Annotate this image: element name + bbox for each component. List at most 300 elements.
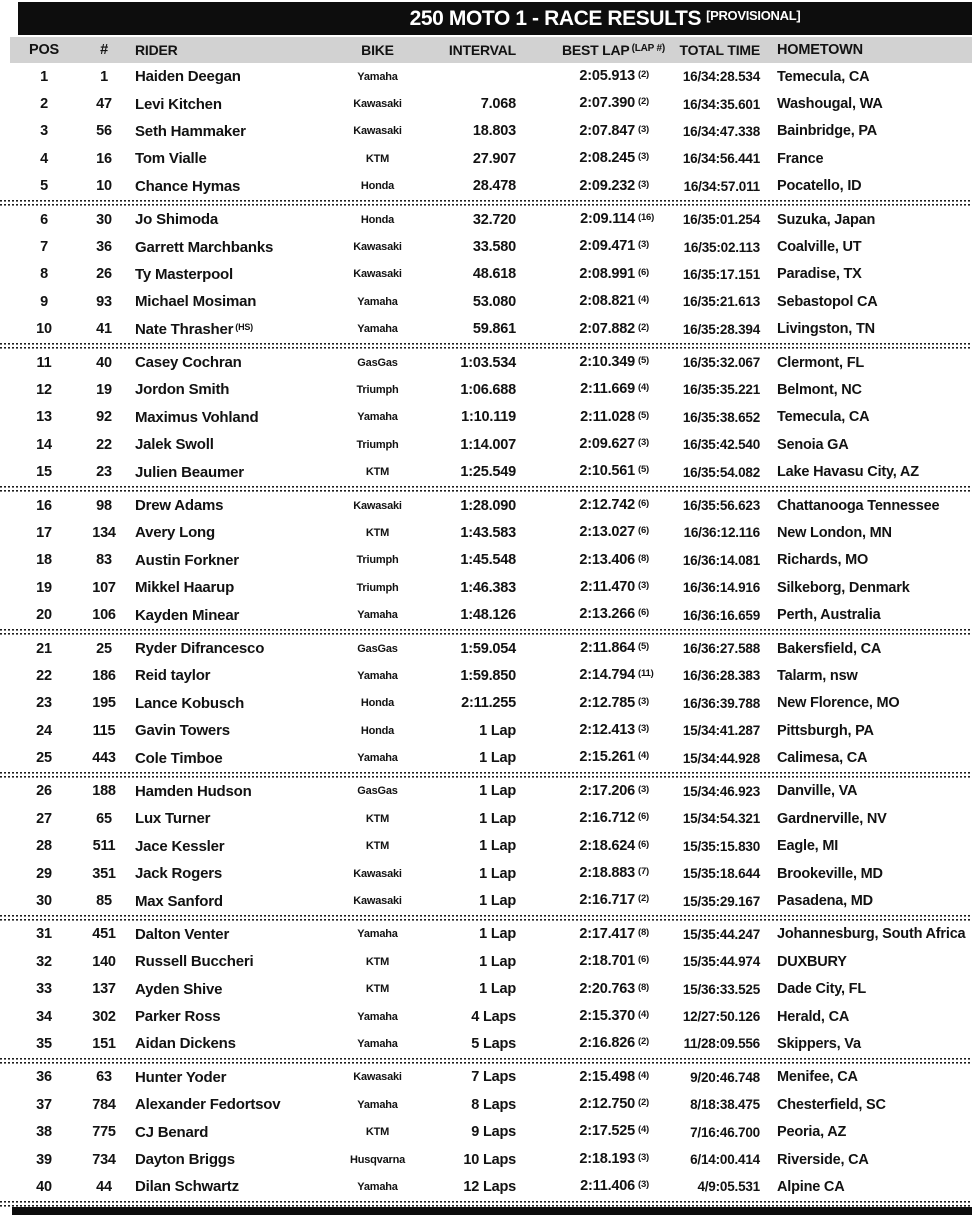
hometown-cell: Alpine CA: [777, 1178, 845, 1195]
interval-cell: 10 Laps: [463, 1151, 516, 1168]
table-row: [10, 349, 972, 376]
pos-cell: 6: [40, 211, 48, 228]
column-header-rider: RIDER: [135, 42, 178, 58]
pos-cell: 11: [36, 354, 52, 371]
rider-name: Lux Turner: [135, 810, 211, 828]
interval-cell: 1 Lap: [479, 981, 516, 998]
interval-cell: 18.803: [472, 123, 516, 140]
table-row: [10, 805, 972, 832]
best-lap-time: 2:17.525: [579, 1123, 635, 1140]
rider-cell: [130, 211, 335, 228]
hometown-cell: Sebastopol CA: [777, 293, 878, 310]
hometown-cell: Talarm, nsw: [777, 667, 858, 684]
total-time-cell: 7/16:46.700: [690, 1124, 760, 1140]
number-cell: 140: [92, 953, 116, 970]
number-cell: 195: [92, 695, 116, 712]
best-lap-cell: [520, 238, 665, 255]
number-cell: 784: [92, 1096, 116, 1113]
hometown-cell: Perth, Australia: [777, 607, 881, 624]
table-row: [10, 206, 972, 233]
rider-name: Parker Ross: [135, 1008, 221, 1026]
interval-cell: 1:28.090: [460, 497, 516, 514]
bike-cell: KTM: [365, 840, 390, 853]
rider-suffix: (HS): [235, 321, 253, 332]
best-lap-number: (6): [638, 525, 650, 537]
hometown-cell: Peoria, AZ: [777, 1124, 847, 1141]
best-lap-time: 2:13.266: [579, 606, 635, 623]
best-lap-time: 2:12.785: [579, 694, 635, 711]
best-lap-number: (16): [638, 211, 655, 223]
best-lap-cell: [520, 1123, 665, 1140]
rider-name: Levi Kitchen: [135, 95, 222, 113]
interval-cell: 7 Laps: [471, 1069, 516, 1086]
table-row: [10, 118, 972, 145]
best-lap-time: 2:11.864: [580, 639, 635, 656]
interval-cell: 1 Lap: [479, 750, 516, 767]
best-lap-cell: [520, 211, 665, 228]
rider-cell: [130, 497, 335, 514]
pos-cell: 7: [40, 239, 48, 256]
rider-name: Lance Kobusch: [135, 694, 245, 712]
bike-cell: Yamaha: [357, 1098, 398, 1111]
rider-name: Jordon Smith: [135, 381, 230, 399]
rider-cell: [130, 123, 335, 140]
column-header-number: #: [100, 42, 108, 58]
total-time-cell: 16/36:39.788: [682, 695, 760, 711]
best-lap-time: 2:13.406: [579, 551, 635, 568]
total-time-cell: 15/35:44.247: [682, 926, 760, 942]
table-row: [10, 860, 972, 887]
rider-cell: [130, 953, 335, 970]
number-cell: 451: [92, 926, 116, 943]
rider-name: Avery Long: [135, 524, 215, 542]
bike-cell: Yamaha: [357, 928, 398, 941]
best-lap-number: (5): [638, 464, 650, 476]
hometown-cell: Coalville, UT: [777, 239, 862, 256]
hometown-cell: Herald, CA: [777, 1008, 850, 1025]
best-lap-time: 2:08.991: [579, 265, 635, 282]
best-lap-time: 2:18.624: [579, 837, 635, 854]
best-lap-cell: [520, 810, 665, 827]
rider-name: Max Sanford: [135, 892, 223, 910]
table-row: [10, 1064, 972, 1091]
table-row: [10, 690, 972, 717]
interval-cell: 4 Laps: [471, 1008, 516, 1025]
best-lap-number: (3): [638, 123, 650, 135]
best-lap-cell: [520, 552, 665, 569]
interval-cell: 28.478: [472, 178, 516, 195]
best-lap-number: (4): [638, 750, 650, 762]
best-lap-number: (6): [638, 811, 650, 823]
best-lap-number: (3): [638, 783, 650, 795]
bike-cell: GasGas: [357, 785, 398, 798]
pos-cell: 37: [36, 1096, 52, 1113]
pos-cell: 14: [36, 436, 52, 453]
rider-name: Maximus Vohland: [135, 408, 259, 426]
rider-name: Austin Forkner: [135, 551, 239, 569]
total-time-cell: 16/34:35.601: [682, 96, 760, 112]
pos-cell: 31: [36, 926, 52, 943]
bike-cell: Yamaha: [357, 752, 398, 765]
hometown-cell: France: [777, 150, 824, 167]
rider-cell: [130, 1035, 335, 1052]
rider-name: Garrett Marchbanks: [135, 238, 274, 256]
total-time-cell: 6/14:00.414: [690, 1152, 760, 1168]
number-cell: 26: [96, 266, 112, 283]
best-lap-number: (3): [638, 437, 650, 449]
interval-cell: 48.618: [472, 266, 516, 283]
best-lap-cell: [520, 606, 665, 623]
rider-name: Mikkel Haarup: [135, 579, 235, 597]
hometown-cell: Clermont, FL: [777, 354, 865, 371]
best-lap-time: 2:16.717: [579, 892, 635, 909]
hometown-cell: Bainbridge, PA: [777, 123, 878, 140]
interval-cell: 33.580: [472, 239, 516, 256]
rider-name: Seth Hammaker: [135, 122, 246, 140]
interval-cell: 1:45.548: [460, 552, 516, 569]
total-time-cell: 15/34:54.321: [682, 811, 760, 827]
best-lap-cell: [520, 123, 665, 140]
total-time-cell: 16/36:27.588: [682, 641, 760, 656]
table-row: [10, 887, 972, 914]
best-lap-time: 2:11.669: [580, 381, 635, 398]
bike-cell: Kawasaki: [353, 125, 402, 138]
best-lap-number: (4): [638, 382, 650, 394]
column-header-bike: BIKE: [361, 42, 394, 58]
best-lap-number: (2): [638, 1036, 650, 1048]
table-row: [10, 316, 972, 343]
rider-cell: [130, 893, 335, 910]
table-row: [10, 744, 972, 771]
best-lap-time: 2:16.826: [579, 1035, 635, 1052]
hometown-cell: Pittsburgh, PA: [777, 722, 874, 739]
best-lap-number: (5): [638, 354, 650, 366]
rider-name: CJ Benard: [135, 1123, 209, 1141]
table-row: [10, 492, 972, 519]
hometown-cell: Temecula, CA: [777, 409, 870, 426]
best-lap-cell: [520, 150, 665, 167]
best-lap-time: 2:07.882: [579, 320, 635, 337]
rider-cell: [130, 150, 335, 167]
hometown-cell: Lake Havasu City, AZ: [777, 464, 919, 481]
number-cell: 83: [96, 552, 112, 569]
pos-cell: 17: [36, 524, 52, 541]
best-lap-time: 2:11.470: [580, 579, 635, 596]
bike-cell: KTM: [365, 812, 390, 825]
number-cell: 22: [96, 436, 112, 453]
rider-name: Gavin Towers: [135, 722, 230, 740]
best-lap-number: (2): [638, 1097, 650, 1109]
best-lap-time: 2:07.390: [579, 95, 635, 112]
best-lap-cell: [520, 68, 665, 85]
rider-name: Russell Buccheri: [135, 953, 254, 971]
rider-name: Jace Kessler: [135, 837, 225, 855]
number-cell: 10: [96, 178, 112, 195]
best-lap-cell: [520, 783, 665, 800]
hometown-cell: Calimesa, CA: [777, 750, 868, 767]
rider-name: Alexander Fedortsov: [135, 1096, 281, 1114]
table-row: [10, 778, 972, 805]
total-time-cell: 16/36:14.916: [682, 580, 760, 596]
table-row: [10, 431, 972, 458]
table-row: [10, 458, 972, 485]
number-cell: 16: [96, 150, 112, 167]
hometown-cell: Chesterfield, SC: [777, 1096, 886, 1113]
best-lap-number: (4): [638, 1008, 650, 1020]
total-time-cell: 4/9:05.531: [697, 1179, 760, 1195]
best-lap-number: (7): [638, 865, 650, 877]
best-lap-time: 2:11.028: [580, 408, 635, 425]
best-lap-cell: [520, 436, 665, 453]
best-lap-number: (3): [638, 239, 650, 251]
pos-cell: 28: [36, 838, 52, 855]
best-lap-time: 2:12.742: [579, 496, 635, 513]
column-header-hometown: HOMETOWN: [777, 42, 863, 58]
best-lap-time: 2:14.794: [579, 667, 635, 684]
table-row: [10, 288, 972, 315]
pos-cell: 38: [36, 1124, 52, 1141]
pos-cell: 12: [36, 381, 52, 398]
hometown-cell: Gardnerville, NV: [777, 810, 887, 827]
interval-cell: 1:59.850: [460, 667, 516, 684]
best-lap-time: 2:09.471: [579, 238, 635, 255]
rider-name: Jalek Swoll: [135, 436, 214, 454]
number-cell: 41: [96, 321, 112, 338]
rider-cell: [130, 1069, 335, 1086]
pos-cell: 20: [36, 607, 52, 624]
bike-cell: GasGas: [357, 642, 398, 655]
pos-cell: 40: [36, 1178, 52, 1195]
best-lap-cell: [520, 178, 665, 195]
interval-cell: 1 Lap: [479, 926, 516, 943]
total-time-cell: 15/35:29.167: [682, 893, 760, 909]
rider-cell: [130, 321, 335, 338]
best-lap-cell: [520, 865, 665, 882]
interval-cell: 1 Lap: [479, 838, 516, 855]
best-lap-cell: [520, 409, 665, 426]
best-lap-cell: [520, 1096, 665, 1113]
total-time-cell: 15/34:46.923: [682, 783, 760, 799]
rider-name: Aidan Dickens: [135, 1035, 236, 1053]
rider-cell: [130, 178, 335, 195]
best-lap-time: 2:15.261: [579, 749, 635, 766]
number-cell: 151: [92, 1035, 116, 1052]
best-lap-cell: [520, 1178, 665, 1195]
number-cell: 734: [92, 1151, 116, 1168]
number-cell: 44: [96, 1178, 112, 1195]
number-cell: 186: [92, 667, 116, 684]
best-lap-cell: [520, 1035, 665, 1052]
column-header-total-time: TOTAL TIME: [679, 42, 760, 58]
rider-name: Ty Masterpool: [135, 265, 233, 283]
table-row: [10, 662, 972, 689]
page-title-text: 250 MOTO 1 - RACE RESULTS: [409, 6, 702, 30]
total-time-cell: 16/35:21.613: [682, 294, 760, 310]
rider-name: Jo Shimoda: [135, 211, 219, 229]
total-time-cell: 16/35:32.067: [682, 355, 760, 371]
number-cell: 56: [96, 123, 112, 140]
total-time-cell: 11/28:09.556: [683, 1036, 760, 1052]
pos-cell: 22: [36, 667, 52, 684]
interval-cell: 1:03.534: [460, 354, 516, 371]
hometown-cell: Washougal, WA: [777, 96, 883, 113]
results-table-body: [0, 63, 972, 1207]
pos-cell: 1: [40, 68, 48, 85]
hometown-cell: Belmont, NC: [777, 381, 862, 398]
rider-cell: [130, 239, 335, 256]
pos-cell: 30: [36, 893, 52, 910]
bike-cell: Kawasaki: [353, 867, 402, 880]
best-lap-number: (6): [638, 266, 650, 278]
best-lap-cell: [520, 1069, 665, 1086]
rider-cell: [130, 266, 335, 283]
best-lap-number: (2): [638, 893, 650, 905]
table-row: [10, 976, 972, 1003]
rider-name: Dilan Schwartz: [135, 1178, 239, 1196]
bike-cell: Yamaha: [357, 323, 398, 336]
rider-name: Julien Beaumer: [135, 463, 244, 481]
table-row: [10, 547, 972, 574]
total-time-cell: 16/35:02.113: [683, 239, 760, 255]
bike-cell: Honda: [360, 213, 395, 226]
number-cell: 302: [92, 1008, 116, 1025]
number-cell: 351: [92, 865, 116, 882]
best-lap-cell: [520, 95, 665, 112]
rider-name: Hunter Yoder: [135, 1068, 227, 1086]
best-lap-cell: [520, 321, 665, 338]
table-row: [10, 404, 972, 431]
best-lap-number: (6): [638, 954, 650, 966]
column-header-best-lap-label: BEST LAP: [561, 41, 630, 58]
hometown-cell: Menifee, CA: [777, 1069, 858, 1086]
pos-cell: 8: [40, 266, 48, 283]
number-cell: 23: [96, 464, 112, 481]
interval-cell: 1:48.126: [460, 607, 516, 624]
table-row: [10, 635, 972, 662]
interval-cell: 1 Lap: [479, 865, 516, 882]
hometown-cell: Pasadena, MD: [777, 893, 873, 910]
rider-name: Hamden Hudson: [135, 782, 252, 800]
table-row: [10, 833, 972, 860]
interval-cell: 1:46.383: [460, 579, 516, 596]
rider-name: Dalton Venter: [135, 925, 230, 943]
pos-cell: 33: [36, 981, 52, 998]
best-lap-time: 2:17.206: [579, 782, 635, 799]
table-row: [10, 376, 972, 403]
number-cell: 106: [92, 607, 116, 624]
hometown-cell: Temecula, CA: [777, 68, 870, 85]
best-lap-cell: [520, 695, 665, 712]
interval-cell: 9 Laps: [471, 1124, 516, 1141]
number-cell: 40: [96, 354, 112, 371]
rider-cell: [130, 695, 335, 712]
rider-cell: [130, 838, 335, 855]
rider-cell: [130, 381, 335, 398]
best-lap-cell: [520, 1151, 665, 1168]
interval-cell: 1:06.688: [460, 381, 516, 398]
best-lap-cell: [520, 293, 665, 310]
number-cell: 107: [92, 579, 116, 596]
number-cell: 92: [96, 409, 112, 426]
interval-cell: 1 Lap: [479, 893, 516, 910]
pos-cell: 4: [40, 150, 48, 167]
best-lap-number: (8): [638, 981, 650, 993]
rider-cell: [130, 579, 335, 596]
number-cell: 47: [96, 96, 112, 113]
rider-name: Drew Adams: [135, 497, 224, 515]
best-lap-time: 2:05.913: [579, 68, 635, 84]
hometown-cell: New London, MN: [777, 524, 892, 541]
number-cell: 36: [96, 239, 112, 256]
total-time-cell: 15/34:41.287: [682, 723, 760, 739]
number-cell: 137: [92, 981, 116, 998]
best-lap-number: (3): [638, 1179, 650, 1191]
best-lap-time: 2:18.701: [579, 953, 635, 970]
rider-name: Jack Rogers: [135, 865, 223, 883]
pos-cell: 24: [36, 722, 52, 739]
total-time-cell: 12/27:50.126: [682, 1009, 760, 1025]
best-lap-cell: [520, 722, 665, 739]
provisional-badge: [PROVISIONAL]: [706, 7, 801, 23]
number-cell: 134: [92, 524, 116, 541]
bike-cell: Yamaha: [357, 1180, 398, 1193]
rider-cell: [130, 524, 335, 541]
best-lap-number: (3): [638, 580, 650, 592]
bike-cell: Yamaha: [357, 669, 398, 682]
best-lap-time: 2:20.763: [579, 980, 635, 997]
rider-cell: [130, 783, 335, 800]
best-lap-time: 2:11.406: [580, 1178, 635, 1195]
hometown-cell: New Florence, MO: [777, 695, 900, 712]
rider-name: Michael Mosiman: [135, 293, 257, 311]
rider-name: Tom Vialle: [135, 150, 207, 168]
total-time-cell: 15/36:33.525: [682, 981, 760, 997]
best-lap-time: 2:08.245: [579, 150, 635, 167]
total-time-cell: 15/34:44.928: [682, 750, 760, 766]
bike-cell: Honda: [360, 697, 395, 710]
interval-cell: 1 Lap: [479, 953, 516, 970]
best-lap-time: 2:08.821: [579, 293, 635, 310]
number-cell: 511: [92, 838, 116, 855]
table-row: [10, 233, 972, 260]
rider-cell: [130, 1151, 335, 1168]
rider-cell: [130, 667, 335, 684]
total-time-cell: 16/34:56.441: [682, 151, 760, 167]
rider-cell: [130, 464, 335, 481]
best-lap-number: (11): [638, 668, 654, 680]
best-lap-cell: [520, 524, 665, 541]
rider-cell: [130, 68, 335, 85]
column-header-best-lap: [520, 42, 665, 59]
best-lap-cell: [520, 640, 665, 657]
best-lap-number: (3): [638, 695, 650, 707]
pos-cell: 35: [36, 1035, 52, 1052]
pos-cell: 9: [40, 293, 48, 310]
bike-cell: Triumph: [356, 383, 399, 396]
bike-cell: Triumph: [356, 581, 399, 594]
pos-cell: 21: [36, 640, 52, 657]
rider-name: Casey Cochran: [135, 354, 242, 372]
hometown-cell: Eagle, MI: [777, 838, 839, 855]
bike-cell: Yamaha: [357, 70, 398, 83]
total-time-cell: 16/34:28.534: [682, 69, 760, 85]
rider-cell: [130, 607, 335, 624]
best-lap-time: 2:09.232: [579, 177, 635, 194]
table-row: [10, 1003, 972, 1030]
interval-cell: 1 Lap: [479, 810, 516, 827]
best-lap-number: (4): [638, 1069, 650, 1081]
total-time-cell: 15/35:18.644: [682, 866, 760, 882]
